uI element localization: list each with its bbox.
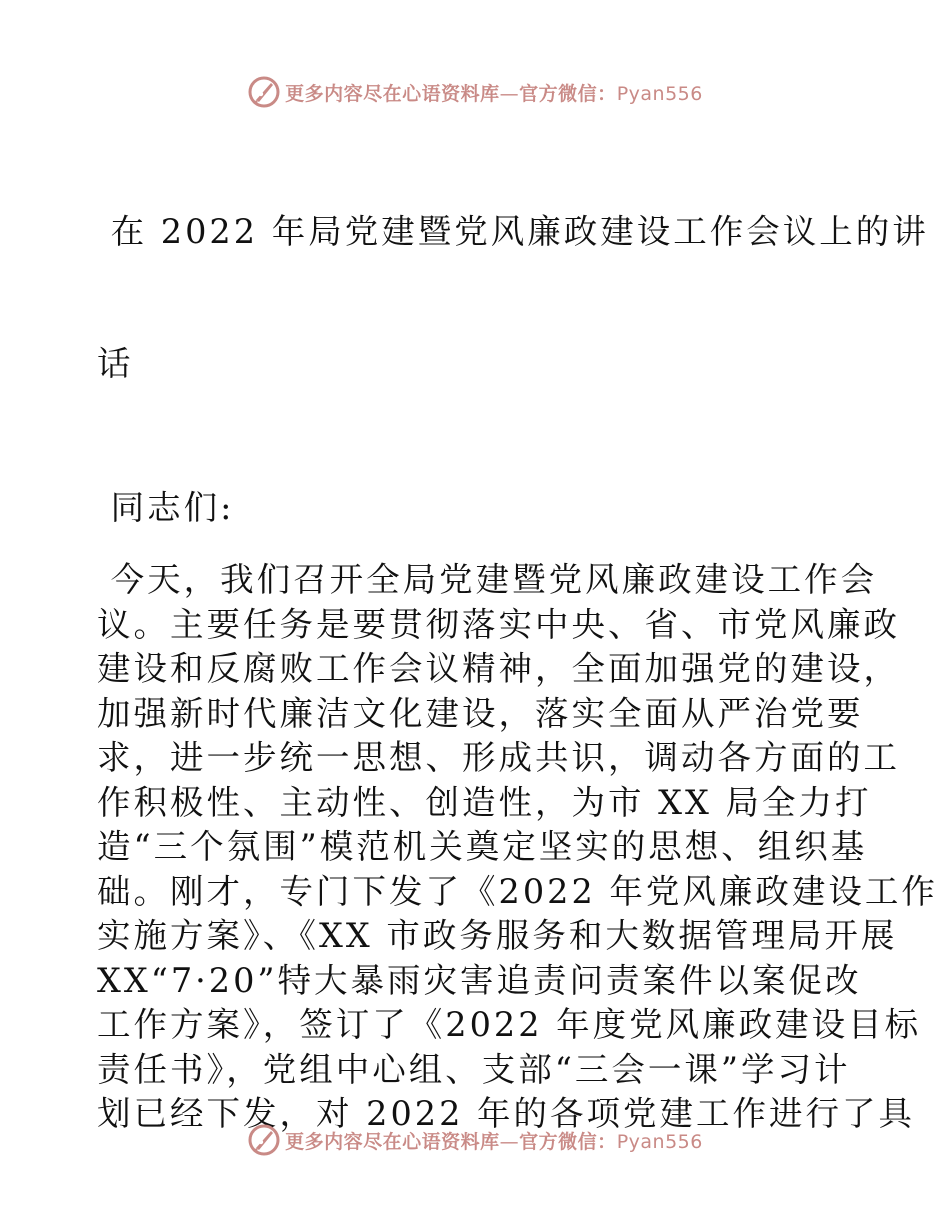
body-line: 求，进一步统一思想、形成共识，调动各方面的工	[97, 738, 900, 777]
body-line: 责任书》，党组中心组、支部“三会一课”学习计	[97, 1049, 851, 1089]
title-line: 在 2022 年局党建暨党风廉政建设工作会议上的讲	[97, 212, 929, 251]
banner-main-text: 更多内容尽在心语资料库	[285, 82, 500, 105]
body-line: 今天，我们召开全局党建暨党风廉政建设工作会	[97, 560, 878, 599]
quill-pen-logo-icon	[247, 1123, 281, 1157]
banner-wechat-id: Pyan556	[616, 1130, 703, 1153]
body-line: 作积极性、主动性、创造性，为市 XX 局全力打	[97, 782, 872, 822]
title-line: 话	[97, 344, 134, 383]
banner-main-text: 更多内容尽在心语资料库	[285, 1130, 500, 1153]
body-line: 造“三个氛围”模范机关奠定坚实的思想、组织基	[97, 827, 868, 866]
body-line: 划已经下发，对 2022 年的各项党建工作进行了具	[97, 1094, 916, 1133]
banner-separator: —	[499, 1130, 520, 1153]
document-body	[97, 122, 938, 1137]
banner-official-label: 官方微信：	[519, 1130, 617, 1153]
greeting: 同志们:	[97, 488, 235, 527]
banner-wechat-id: Pyan556	[616, 82, 703, 105]
quill-pen-logo-icon	[247, 75, 281, 109]
body-paragraph	[97, 558, 938, 1137]
body-line: 加强新时代廉洁文化建设，落实全面从严治党要	[97, 693, 864, 733]
banner-separator: —	[499, 82, 520, 105]
banner-official-label: 官方微信：	[519, 82, 617, 105]
footer-banner	[0, 1120, 950, 1160]
body-line: 实施方案》、《XX 市政务服务和大数据管理局开展	[97, 916, 898, 955]
body-line: 建设和反腐败工作会议精神，全面加强党的建设，	[97, 649, 900, 688]
body-line: 工作方案》，签订了《2022 年度党风廉政建设目标	[97, 1005, 922, 1044]
body-line: 础。刚才，专门下发了《2022 年党风廉政建设工作	[97, 871, 938, 911]
body-line: XX“7·20”特大暴雨灾害追责问责案件以案促改	[97, 960, 862, 1000]
header-banner	[0, 72, 950, 112]
document-title	[97, 122, 929, 474]
banner-text	[285, 1127, 703, 1154]
banner-text	[285, 79, 703, 106]
body-line: 议。主要任务是要贯彻落实中央、省、市党风廉政	[97, 604, 900, 644]
